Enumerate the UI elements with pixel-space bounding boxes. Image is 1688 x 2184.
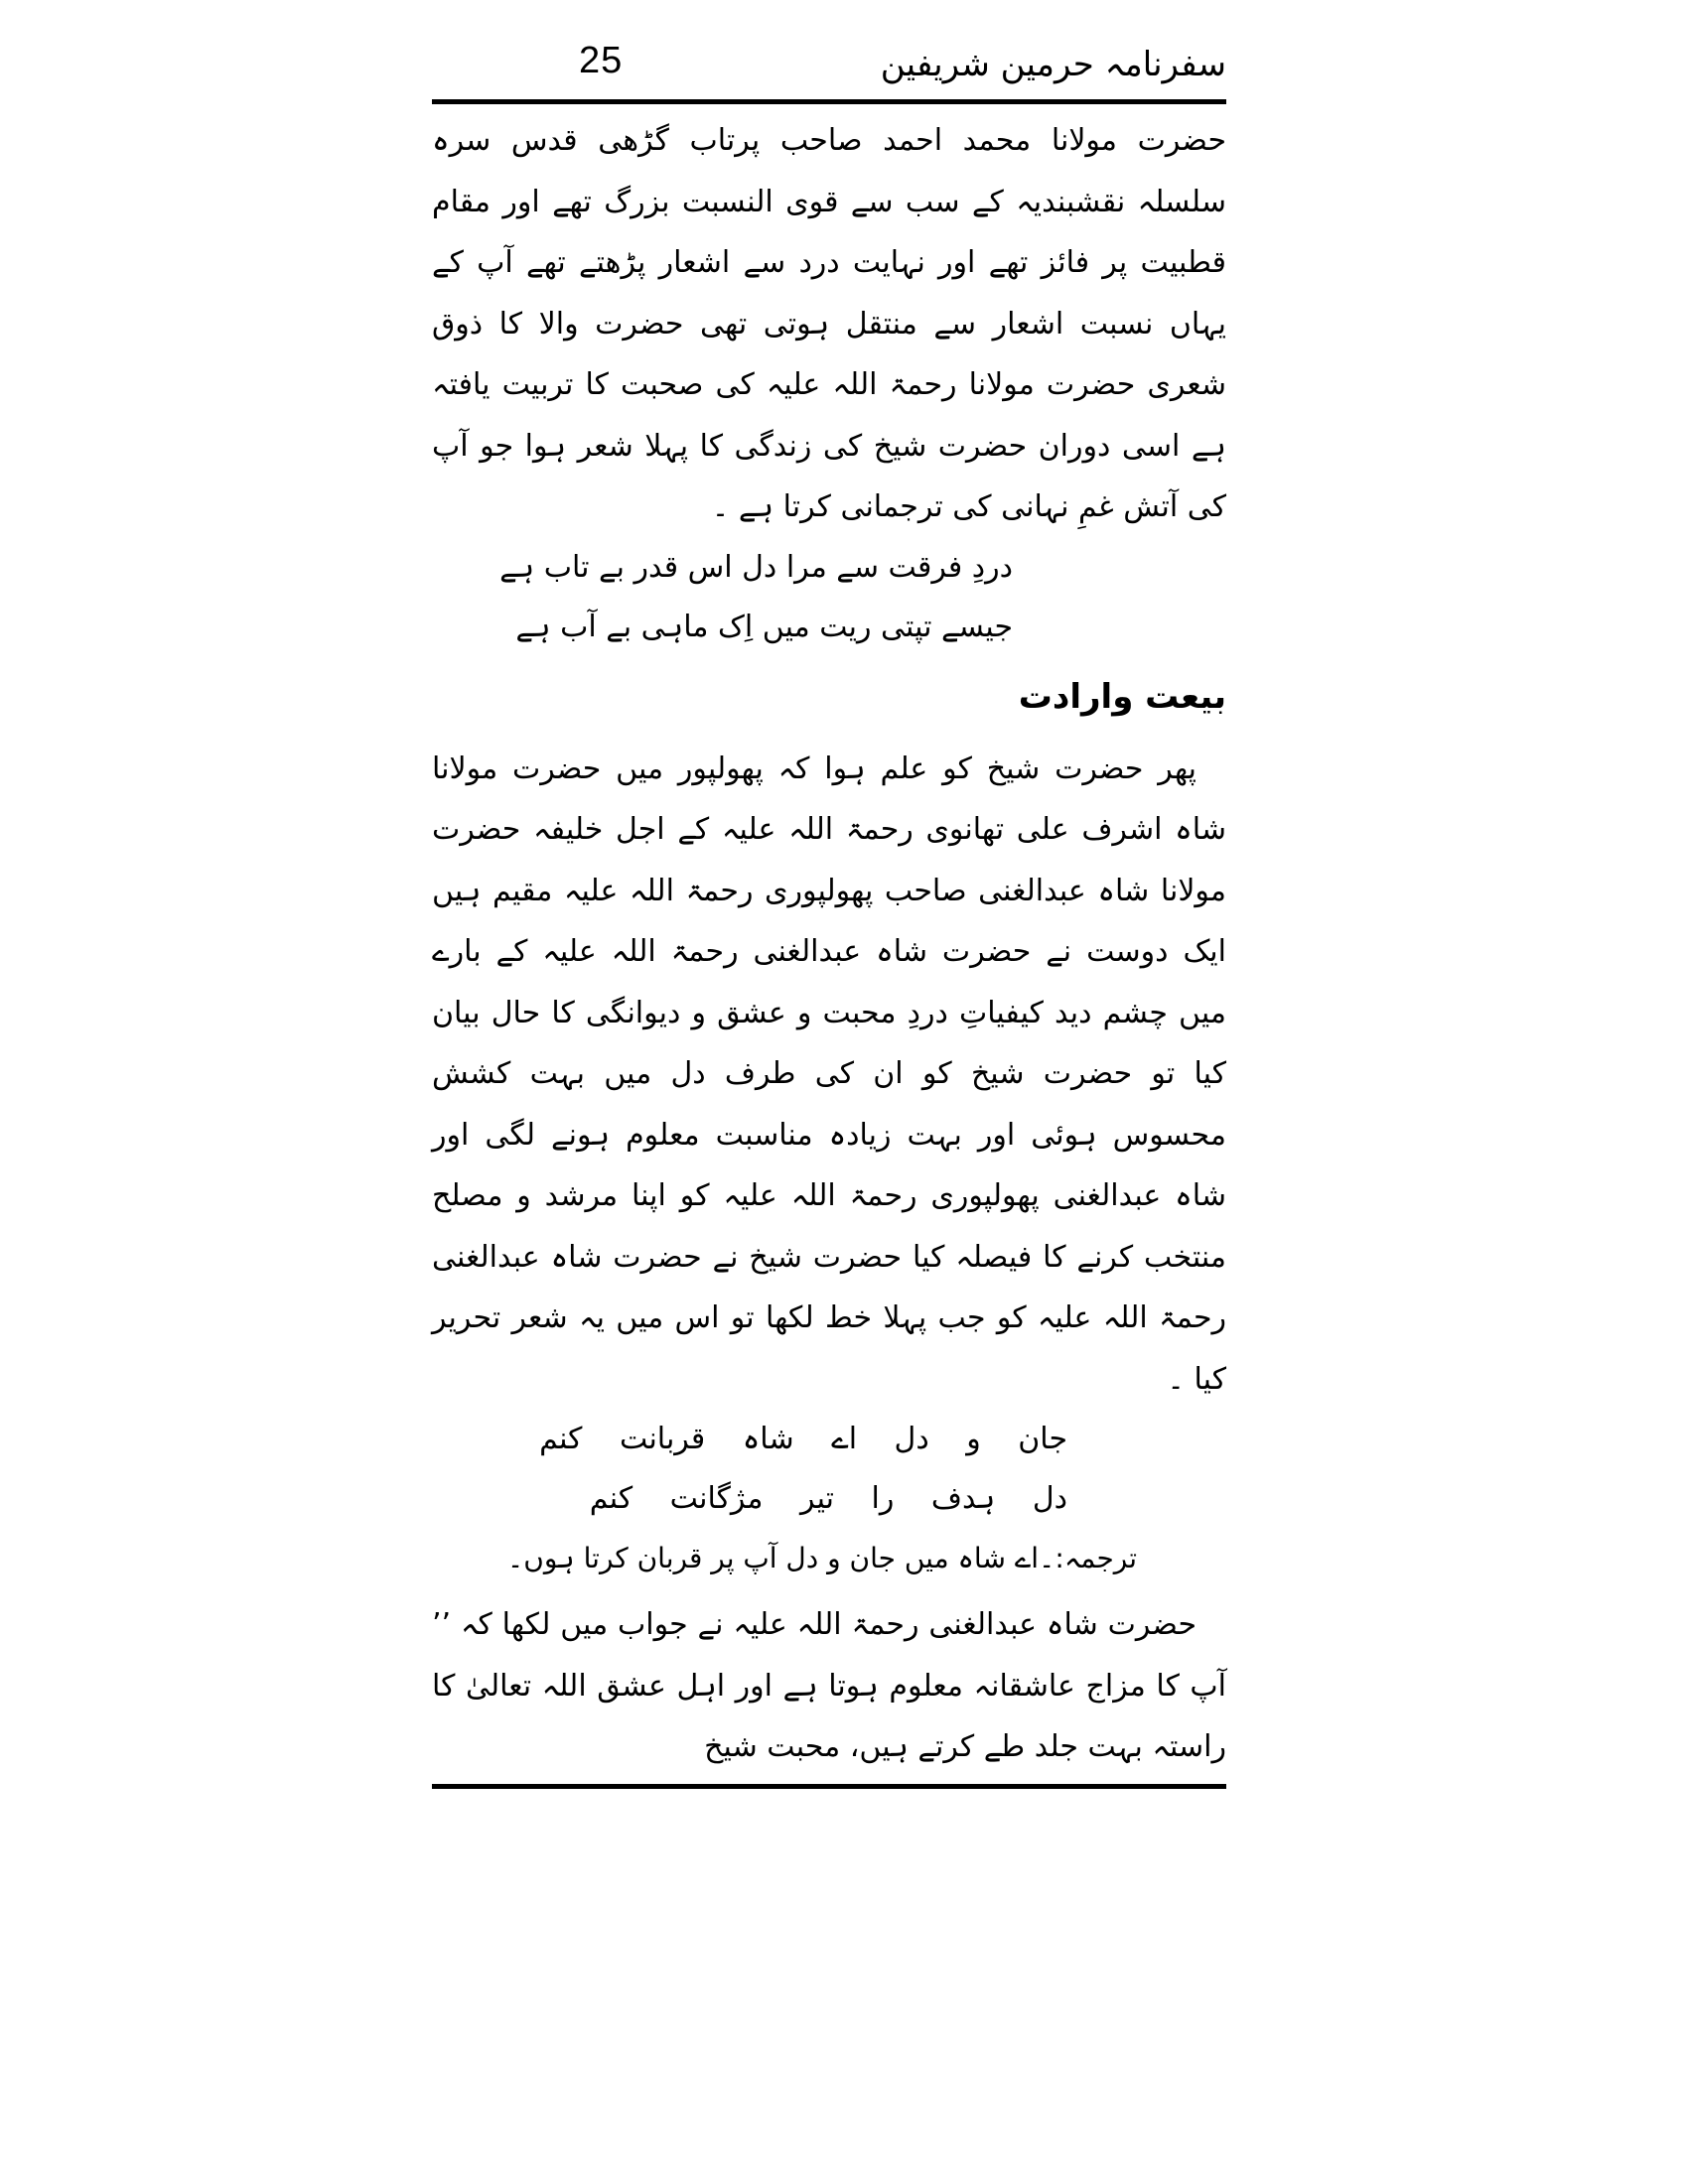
page-number: 25 — [579, 40, 624, 81]
couplet-1-line-1: دردِ فرقت سے مرا دل اس قدر بے تاب ہے — [499, 549, 1013, 585]
header-rule — [432, 99, 1226, 104]
book-title: سفرنامہ حرمین شریفین — [880, 45, 1226, 84]
paragraph-3: حضرت شاہ عبدالغنی رحمۃ اللہ علیہ نے جواب میں لکھا کہ ’’ آپ کا مزاج عاشقانہ معلوم ہوتا ہے اور اہل عشق اللہ تعالیٰ کا راستہ بہت جلد طے کرتے ہیں، محبت شیخ — [432, 1607, 1226, 1764]
book-page — [432, 40, 1226, 1789]
page-body — [432, 110, 1226, 538]
translation-line: ترجمہ:۔اے شاہ میں جان و دل آپ پر قربان کرتا ہوں۔ — [506, 1542, 1137, 1574]
page-body-3 — [432, 1594, 1226, 1778]
couplet-2-line-2: دل ہدف را تیر مژگانت کنم — [589, 1481, 1067, 1516]
paragraph-2: پھر حضرت شیخ کو علم ہوا کہ پھولپور میں حضرت مولانا شاہ اشرف علی تھانوی رحمۃ اللہ علیہ کے اجل خلیفہ حضرت مولانا شاہ عبدالغنی صاحب پھولپوری رحمۃ اللہ علیہ مقیم ہیں ایک دوست نے حضرت شاہ عبدالغنی رحمۃ اللہ علیہ کے بارے میں چشم دید کیفیاتِ دردِ محبت و عشق و دیوانگی کا حال بیان کیا تو حضرت شیخ کو ان کی طرف دل میں بہت کشش محسوس ہوئی اور بہت زیادہ مناسبت معلوم ہونے لگی اور شاہ عبدالغنی پھولپوری رحمۃ اللہ علیہ کو اپنا مرشد و مصلح منتخب کرنے کا فیصلہ کیا حضرت شیخ نے حضرت شاہ عبدالغنی رحمۃ اللہ علیہ کو جب پہلا خط لکھا تو اس میں یہ شعر تحریر کیا ۔ — [432, 751, 1226, 1397]
couplet-2-line-1: جان و دل اے شاہ قربانت کنم — [539, 1422, 1067, 1456]
footer-rule — [432, 1784, 1226, 1789]
paragraph-1: حضرت مولانا محمد احمد صاحب پرتاب گڑھی قدس سرہ سلسلہ نقشبندیہ کے سب سے قوی النسبت بزرگ تھے اور مقام قطبیت پر فائز تھے اور نہایت درد سے اشعار پڑھتے تھے آپ کے یہاں نسبت اشعار سے منتقل ہوتی تھی حضرت والا کا ذوق شعری حضرت مولانا رحمۃ اللہ علیہ کی صحبت کا تربیت یافتہ ہے اسی دوران حضرت شیخ کی زندگی کا پہلا شعر ہوا جو آپ کی آتش غمِ نہانی کی ترجمانی کرتا ہے ۔ — [432, 123, 1226, 524]
page-header — [432, 40, 1226, 89]
couplet-1-line-2: جیسے تپتی ریت میں اِک ماہی بے آب ہے — [515, 609, 1013, 644]
section-heading: بیعت وارادت — [1018, 676, 1226, 717]
page-body-2 — [432, 739, 1226, 1411]
